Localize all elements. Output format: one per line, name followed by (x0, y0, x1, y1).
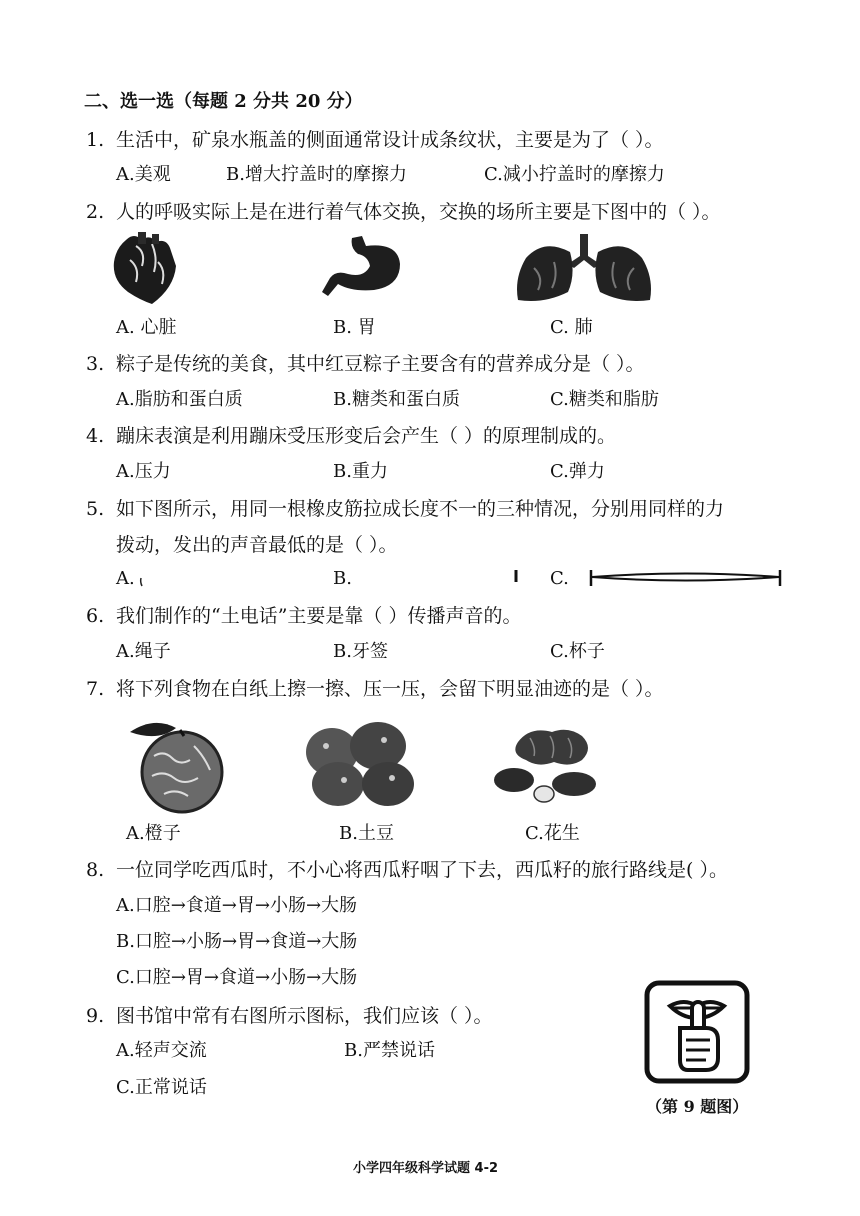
short-rubber-band-icon (137, 572, 147, 590)
orange-icon (124, 716, 230, 814)
q2-option-c: C. 肺 (550, 317, 593, 338)
q2-option-b: B. 胃 (333, 317, 376, 338)
q6-option-c: C.杯子 (550, 641, 605, 662)
quiet-sign-icon (644, 980, 750, 1084)
section-title: 二、选一选（每题 2 分共 20 分） (84, 91, 363, 112)
q1-option-b: B.增大拧盖时的摩擦力 (226, 164, 407, 185)
q4-option-a: A.压力 (116, 461, 171, 482)
question-7-number: 7. (86, 678, 105, 700)
question-7-text: 将下列食物在白纸上擦一擦、压一压，会留下明显油迹的是（ ）。 (116, 678, 664, 700)
q5-option-b: B. (333, 568, 352, 589)
question-5-number: 5. (86, 498, 105, 520)
q5-option-c: C. (550, 568, 569, 589)
question-9-text: 图书馆中常有右图所示图标，我们应该（ ）。 (116, 1005, 493, 1027)
q9-option-c: C.正常说话 (116, 1077, 207, 1098)
q7-option-b: B.土豆 (339, 823, 394, 844)
figure-9-caption: （第 9 题图） (646, 1097, 749, 1116)
q7-option-a: A.橙子 (126, 823, 181, 844)
q1-option-a: A.美观 (116, 164, 171, 185)
question-6-number: 6. (86, 605, 105, 627)
q9-option-b: B.严禁说话 (344, 1040, 435, 1061)
q4-option-b: B.重力 (333, 461, 388, 482)
question-2-text: 人的呼吸实际上是在进行着气体交换，交换的场所主要是下图中的（ ）。 (116, 201, 721, 223)
heart-icon (106, 232, 186, 306)
question-3-text: 粽子是传统的美食，其中红豆粽子主要含有的营养成分是（ ）。 (116, 353, 645, 375)
q6-option-b: B.牙签 (333, 641, 388, 662)
question-8-number: 8. (86, 859, 105, 881)
question-6-text: 我们制作的“土电话”主要是靠（ ）传播声音的。 (116, 605, 522, 627)
lungs-icon (514, 234, 654, 304)
long-rubber-band-icon (588, 568, 784, 588)
q8-option-c: C.口腔→胃→食道→小肠→大肠 (116, 967, 358, 988)
question-4-text: 蹦床表演是利用蹦床受压形变后会产生（ ）的原理制成的。 (116, 425, 617, 447)
q3-option-a: A.脂肪和蛋白质 (116, 389, 243, 410)
q3-option-c: C.糖类和脂肪 (550, 389, 659, 410)
q6-option-a: A.绳子 (116, 641, 171, 662)
question-1-number: 1. (86, 129, 105, 151)
q8-option-b: B.口腔→小肠→胃→食道→大肠 (116, 931, 358, 952)
peanut-icon (490, 722, 602, 806)
potato-icon (298, 720, 418, 808)
q1-option-c: C.减小拧盖时的摩擦力 (484, 164, 665, 185)
q3-option-b: B.糖类和蛋白质 (333, 389, 460, 410)
question-8-text: 一位同学吃西瓜时，不小心将西瓜籽咽了下去，西瓜籽的旅行路线是( ）。 (116, 859, 728, 881)
q7-option-c: C.花生 (525, 823, 580, 844)
question-2-number: 2. (86, 201, 105, 223)
medium-rubber-band-icon (512, 568, 520, 586)
question-1-text: 生活中，矿泉水瓶盖的侧面通常设计成条纹状，主要是为了（ ）。 (116, 129, 664, 151)
q5-option-a: A. (116, 568, 135, 589)
q8-option-a: A.口腔→食道→胃→小肠→大肠 (116, 895, 358, 916)
question-5-text: 如下图所示，用同一根橡皮筋拉成长度不一的三种情况，分别用同样的力 (116, 498, 725, 520)
page-footer: 小学四年级科学试题 4-2 (353, 1161, 499, 1176)
question-5-text-cont: 拨动，发出的声音最低的是（ ）。 (116, 534, 398, 556)
q2-option-a: A. 心脏 (116, 317, 177, 338)
stomach-icon (318, 234, 404, 302)
question-3-number: 3. (86, 353, 105, 375)
q9-option-a: A.轻声交流 (116, 1040, 207, 1061)
question-9-number: 9. (86, 1005, 105, 1027)
q4-option-c: C.弹力 (550, 461, 605, 482)
question-4-number: 4. (86, 425, 105, 447)
